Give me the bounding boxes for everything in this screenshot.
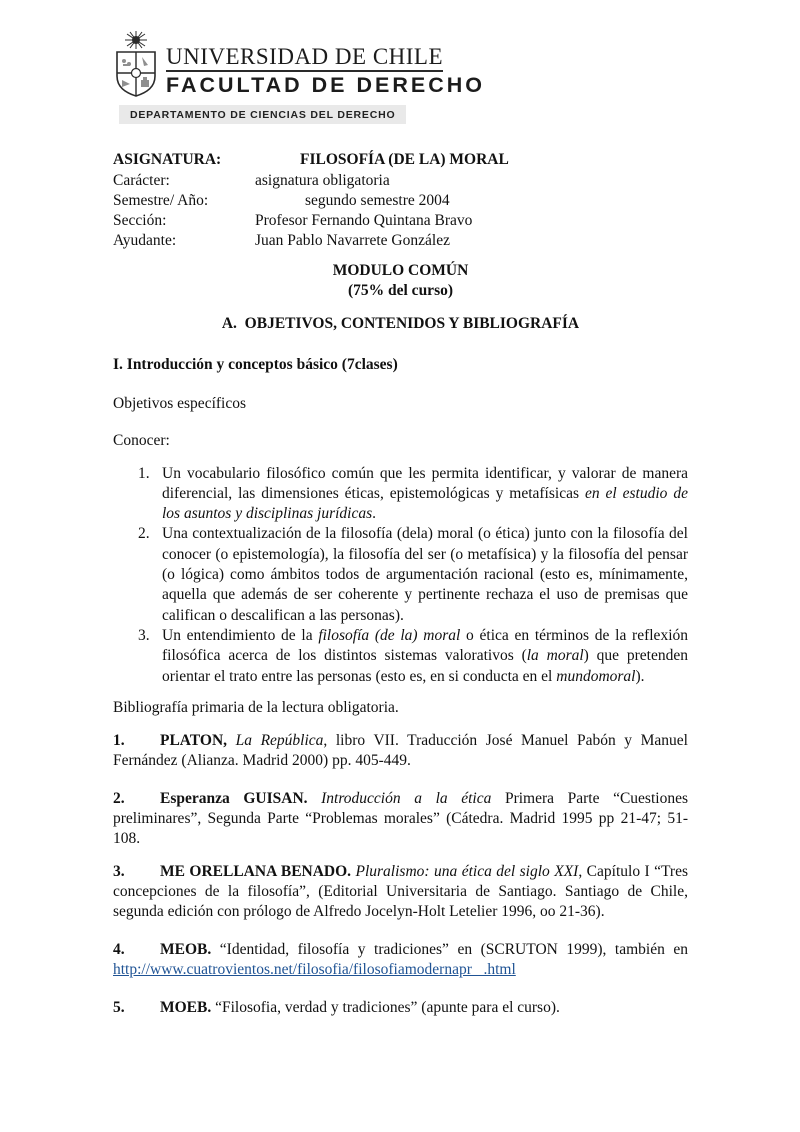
field-label: ASIGNATURA: <box>113 151 222 169</box>
faculty-name: FACULTAD DE DERECHO <box>166 73 485 97</box>
course-info-row <box>113 150 688 170</box>
text-segment: “Filosofia, verdad y tradiciones” (apunte para el curso). <box>211 999 560 1017</box>
text-segment: La República <box>235 732 324 750</box>
text-segment: “Identidad, filosofía y tradiciones” en (SCRUTON 1999), también en <box>211 940 688 958</box>
objectives-list <box>113 464 688 687</box>
text-segment: Pluralismo: una ética del siglo XXI <box>355 862 579 880</box>
text-segment: , libro VII. Traducción José Manuel Pabón y Manuel Fernández (Alianza. Madrid 2000) pp. 405-449. <box>113 732 688 770</box>
text-segment: ME ORELLANA BENADO. <box>160 862 356 880</box>
entry-number: 5. <box>113 999 125 1017</box>
objective-item <box>113 464 688 525</box>
text-segment: Primera Parte “Cuestiones preliminares”, Segunda Parte “Problemas morales” (Cátedra. Madrid 1995 pp 21-47; 51-108. <box>113 789 688 848</box>
objective-item <box>113 626 688 687</box>
text-segment: Una contextualización de la filosofía (dela) moral (o ética) junto con la filosofía del conocer (o epistemología), la filosofía del ser (o metafísica) y la filosofía del pensar (o lógica) como ámbitos todos de argumentación racional (esto es, mínimamente, aquella que además de ser coherente y pertinente rechaza el uso de premisas que califican o descalifican a las personas). <box>162 525 688 624</box>
field-value: Profesor Fernando Quintana Bravo <box>255 212 473 230</box>
entry-number: 2. <box>113 789 125 807</box>
module-subtitle: (75% del curso) <box>347 282 454 300</box>
text-segment: MEOB. <box>160 940 212 958</box>
course-info-row <box>113 191 688 211</box>
module-title: MODULO COMÚN <box>332 261 469 279</box>
letterhead <box>113 30 688 124</box>
bibliography-entry <box>113 862 688 923</box>
text-segment: , Capítulo I “Tres concepciones de la filosofía”, (Editorial Universitaria de Santiago. Santiago de Chile, segunda edición con prólogo de Alfredo Jocelyn-Holt Letelier 1996, oo 21-36). <box>113 862 689 921</box>
bibliography-entry <box>113 998 688 1018</box>
course-info-row <box>113 211 688 231</box>
field-value: Juan Pablo Navarrete González <box>255 232 450 250</box>
text-segment: Introducción a la ética <box>321 789 492 807</box>
text-segment: o ética en términos de la reflexión filosófica acerca de los distintos sistemas valorativos ( <box>162 626 688 665</box>
text-segment: Esperanza GUISAN. <box>160 789 322 807</box>
text-segment: en el estudio de los asuntos y disciplinas jurídicas <box>162 484 688 523</box>
objectives-lead: Objetivos específicos <box>113 394 247 412</box>
bibliography-entry <box>113 731 688 772</box>
entry-number: 3. <box>113 862 125 880</box>
text-segment: . <box>372 505 376 523</box>
objective-item <box>113 524 688 625</box>
text-segment: filosofía (de la) moral <box>318 626 461 644</box>
list-number: 3. <box>138 626 150 644</box>
list-number: 2. <box>138 525 150 543</box>
text-segment: PLATON, <box>160 732 236 750</box>
section-a-heading: A. OBJETIVOS, CONTENIDOS Y BIBLIOGRAFÍA <box>221 315 580 333</box>
field-value: segundo semestre 2004 <box>305 191 450 209</box>
field-value: asignatura obligatoria <box>255 171 390 189</box>
course-info <box>113 150 688 251</box>
text-segment: Un vocabulario filosófico común que les permita identificar, y valorar de manera diferencial, las dimensiones éticas, epistemológicas y metafísicas <box>162 464 688 502</box>
bibliography-lead: Bibliografía primaria de la lectura obligatoria. <box>113 698 399 716</box>
university-crest-logo <box>113 30 159 98</box>
objectives-sublead: Conocer: <box>113 432 170 450</box>
university-name: UNIVERSIDAD DE CHILE <box>166 45 443 72</box>
text-segment: MOEB. <box>160 999 212 1017</box>
list-number: 1. <box>138 464 150 482</box>
bibliography-entry <box>113 789 688 850</box>
text-segment: ) que pretenden orientar el trato entre las personas (esto es, en si conducta en el <box>162 647 688 685</box>
entry-number: 4. <box>113 940 125 958</box>
field-label: Ayudante: <box>113 232 177 250</box>
bibliography-entry <box>113 940 688 981</box>
text-segment: ). <box>635 667 645 685</box>
course-info-row <box>113 231 688 251</box>
course-info-row <box>113 171 688 191</box>
field-label: Carácter: <box>113 171 170 189</box>
text-segment: mundomoral <box>556 667 636 685</box>
field-label: Sección: <box>113 212 167 230</box>
entry-number: 1. <box>113 732 125 750</box>
field-label: Semestre/ Año: <box>113 191 209 209</box>
bibliography-url-link[interactable]: http://www.cuatrovientos.net/filosofia/filosofiamodernapr_ .html <box>113 960 516 978</box>
text-segment: Un entendimiento de la <box>162 626 319 644</box>
field-value: FILOSOFÍA (DE LA) MORAL <box>300 151 509 169</box>
section-i-heading: I. Introducción y conceptos básico (7clases) <box>113 355 398 373</box>
department-banner: DEPARTAMENTO DE CIENCIAS DEL DERECHO <box>119 105 406 124</box>
text-segment: la moral <box>526 647 584 665</box>
